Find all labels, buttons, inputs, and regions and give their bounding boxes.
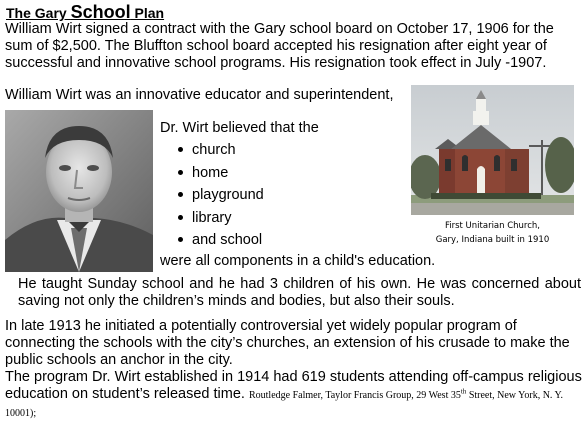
list-item bbox=[178, 185, 264, 208]
title-emphasis: School bbox=[70, 2, 131, 22]
caption-line-2: Gary, Indiana built in 1910 bbox=[435, 235, 550, 245]
caption-line-1: First Unitarian Church, bbox=[444, 221, 541, 231]
title-text-end: Plan bbox=[130, 5, 165, 21]
list-item-label: and school bbox=[192, 232, 263, 248]
list-item-label: home bbox=[192, 164, 229, 181]
citation-text-end: Street, New York, N. Y. 10001); bbox=[5, 390, 563, 419]
beliefs-lead: Dr. Wirt believed that the bbox=[160, 120, 319, 136]
list-item bbox=[178, 208, 264, 231]
program-1913-paragraph: In late 1913 he initiated a potentially controversial yet widely popular program of connecting the schools with the city’s churches, an extension of his crusade to make the public schools an anchor in the city. bbox=[5, 318, 570, 368]
program-1914-text: The program Dr. Wirt established in 1914 had 619 students attending off-campus religious education on student’s released time. bbox=[5, 369, 582, 402]
list-item bbox=[178, 140, 264, 163]
list-item-label: church bbox=[192, 142, 236, 158]
bullet-icon bbox=[178, 147, 183, 152]
church-caption bbox=[411, 219, 574, 247]
sunday-school-paragraph: He taught Sunday school and he had 3 children of his own. He was concerned about saving not only the children’s minds and bodies, but also their souls. bbox=[18, 276, 581, 309]
list-item-label: playground bbox=[192, 187, 264, 203]
citation-text: Routledge Falmer, Taylor Francis Group, 29 West 35 bbox=[248, 390, 461, 401]
beliefs-tail: were all components in a child's education. bbox=[160, 253, 436, 269]
program-1914-paragraph bbox=[5, 369, 585, 422]
bullet-icon bbox=[178, 192, 183, 197]
page-title bbox=[6, 2, 164, 23]
intro-paragraph: William Wirt signed a contract with the Gary school board on October 17, 1906 for the sum of $2,500. The Bluffton school board accepted his resignation after eight year of successful and innovative school programs. His resignation took effect in July -1907. bbox=[5, 21, 554, 71]
bullet-icon bbox=[178, 215, 183, 220]
list-item-label: library bbox=[192, 209, 232, 226]
citation-superscript: th bbox=[460, 387, 467, 396]
educator-paragraph: William Wirt was an innovative educator and superintendent, bbox=[5, 87, 394, 103]
beliefs-list bbox=[178, 140, 264, 253]
bullet-icon bbox=[178, 170, 183, 175]
william-wirt-portrait bbox=[5, 110, 153, 272]
church-photo bbox=[411, 85, 574, 215]
bullet-icon bbox=[178, 237, 183, 242]
list-item bbox=[178, 230, 264, 253]
list-item bbox=[178, 163, 264, 186]
title-text: The Gary bbox=[6, 5, 71, 21]
